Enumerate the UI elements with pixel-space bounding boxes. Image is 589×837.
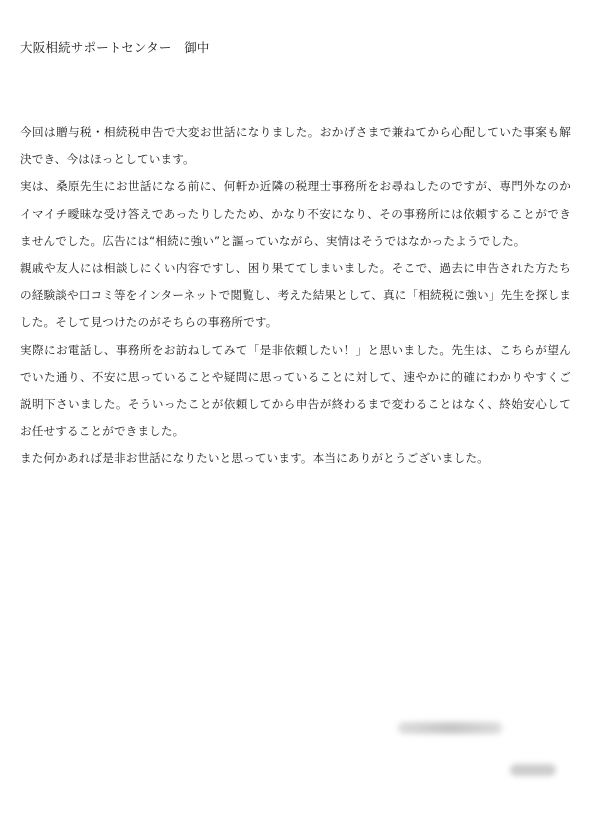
blurred-address (398, 722, 502, 734)
recipient-line: 大阪相続サポートセンター 御中 (20, 40, 210, 55)
paragraph-1: 今回は贈与税・相続税申告で大変お世話になりました。おかげさまで兼ねてから心配していた事案も解決でき、今はほっとしています。 (20, 125, 571, 167)
paragraph-2: 実は、桑原先生にお世話になる前に、何軒か近隣の税理士事務所をお尋ねしたのですが、専門外なのかイマイチ曖昧な受け答えであったりしたため、かなり不安になり、その事務所には依頼することができませんでした。広告には“相続に強い”と謳っていながら、実情はそうではなかったようでした。 (20, 179, 571, 248)
paragraph-5: また何かあれば是非お世話になりたいと思っています。本当にありがとうございました。 (20, 451, 489, 466)
blurred-signature (510, 764, 556, 776)
letter-body (20, 119, 571, 473)
paragraph-3: 親戚や友人には相談しにくい内容ですし、困り果ててしまいました。そこで、過去に申告された方たちの経験談や口コミ等をインターネットで閲覧し、考えた結果として、真に「相続税に強い」先生を探しました。そして見つけたのがそちらの事務所です。 (20, 261, 571, 330)
paragraph-4: 実際にお電話し、事務所をお訪ねしてみて「是非依頼したい！」と思いました。先生は、こちらが望んでいた通り、不安に思っていることや疑問に思っていることに対して、速やかに的確にわかりやすくご説明下さいました。そういったことが依頼してから申告が終わるまで変わることはなく、終始安心してお任せすることができました。 (20, 342, 571, 439)
